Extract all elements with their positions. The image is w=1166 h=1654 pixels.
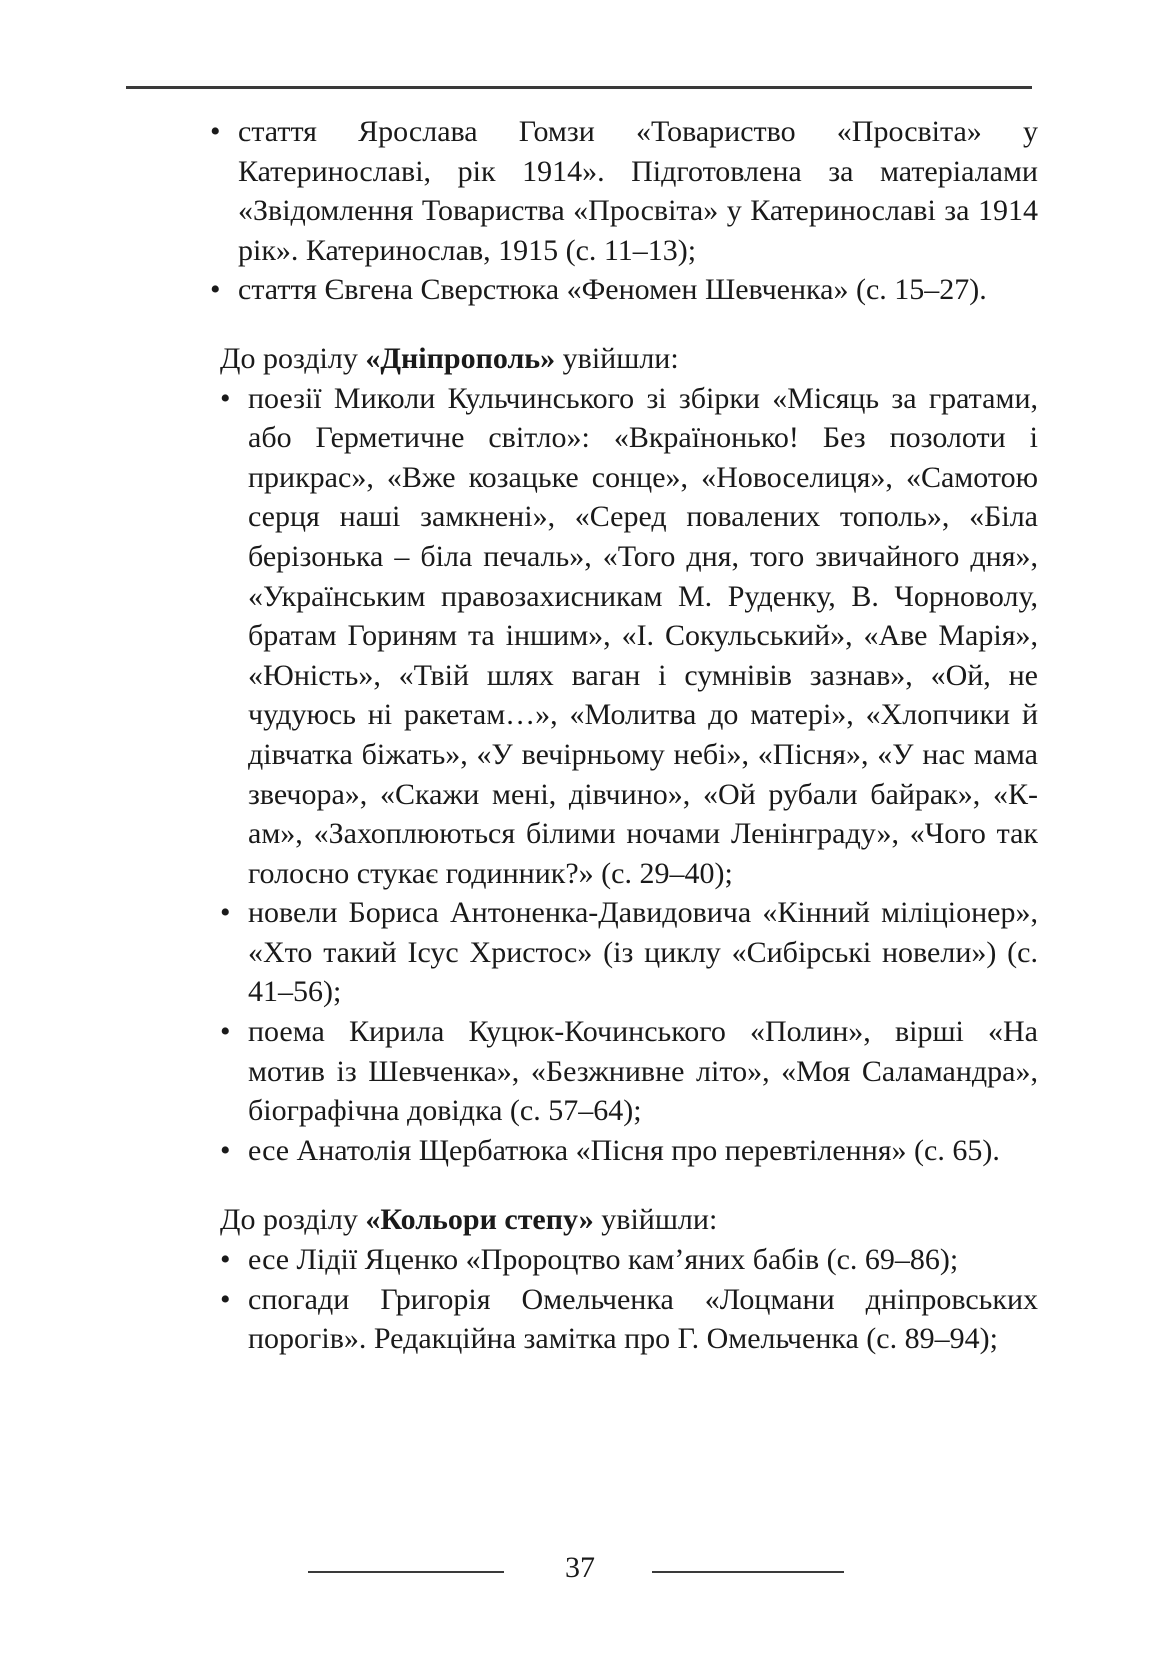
list-item: • есе Анатолія Щербатюка «Пісня про перевтілення» (с. 65). [220, 1131, 1038, 1171]
list-item: • есе Лідії Яценко «Пророцтво кам’яних бабів (с. 69–86); [220, 1240, 1038, 1280]
section-title: «Кольори степу» [365, 1203, 594, 1237]
bullet-list [220, 1240, 1038, 1359]
section-heading-suffix: увійшли: [555, 341, 679, 375]
bullet-list [210, 112, 1038, 310]
list-item: • поезії Миколи Кульчинського зі збірки «Місяць за гратами, або Герметичне світло»: «Вкраїнонько! Без позолоти і прикрас», «Вже козацьке сонце», «Новоселиця», «Самотою серця наші замкнені», «Серед повалених тополь», «Біла берізонька – біла печаль», «Того дня, того звичайного дня», «Українським правозахисникам М. Руденку, В. Чорноволу, братам Гориням та іншим», «І. Сокульський», «Аве Марія», «Юність», «Твій шлях ваган і сумнівів зазнав», «Ой, не чудуюсь ні ракетам…», «Молитва до матері», «Хлопчики й дівчатка біжать», «У вечірньому небі», «Пісня», «У нас мама звечора», «Скажи мені, дівчино», «Ой рубали байрак», «К-ам», «Захоплюються білими ночами Ленінграду», «Чого так голосно стукає годинник?» (с. 29–40); [220, 379, 1038, 894]
section-heading-prefix: До розділу [220, 341, 366, 375]
section-heading-suffix: увійшли: [593, 1203, 718, 1237]
list-item: • поема Кирила Куцюк-Кочинського «Полин», вірші «На мотив із Шевченка», «Безжнивне літо», «Моя Саламандра», біографічна довідка (с. 57–64); [220, 1012, 1038, 1131]
page-number: 37 [565, 1551, 595, 1584]
footer-rule-right [652, 1571, 844, 1573]
page-content [210, 112, 1038, 1359]
bullet-list [220, 379, 1038, 1171]
list-item: • стаття Євгена Сверстюка «Феномен Шевченка» (с. 15–27). [210, 270, 1038, 310]
list-item: • новели Бориса Антоненка-Давидовича «Кінний міліціонер», «Хто такий Ісус Христос» (із циклу «Сибірські новели») (с. 41–56); [220, 893, 1038, 1012]
section-title: «Дніпрополь» [365, 341, 556, 375]
page-footer [0, 1548, 1166, 1588]
section-heading [220, 339, 1038, 379]
section-heading [220, 1200, 1038, 1240]
footer-rule-left [308, 1571, 504, 1573]
section-heading-prefix: До розділу [220, 1203, 366, 1237]
top-rule [126, 86, 1032, 89]
list-item: • стаття Ярослава Гомзи «Товариство «Просвіта» у Катеринославі, рік 1914». Підготовлена за матеріалами «Звідомлення Товариства «Просвіта» у Катеринославі за 1914 рік». Катеринослав, 1915 (с. 11–13); [210, 112, 1038, 270]
list-item: • спогади Григорія Омельченка «Лоцмани дніпровських порогів». Редакційна замітка про Г. Омельченка (с. 89–94); [220, 1280, 1038, 1359]
